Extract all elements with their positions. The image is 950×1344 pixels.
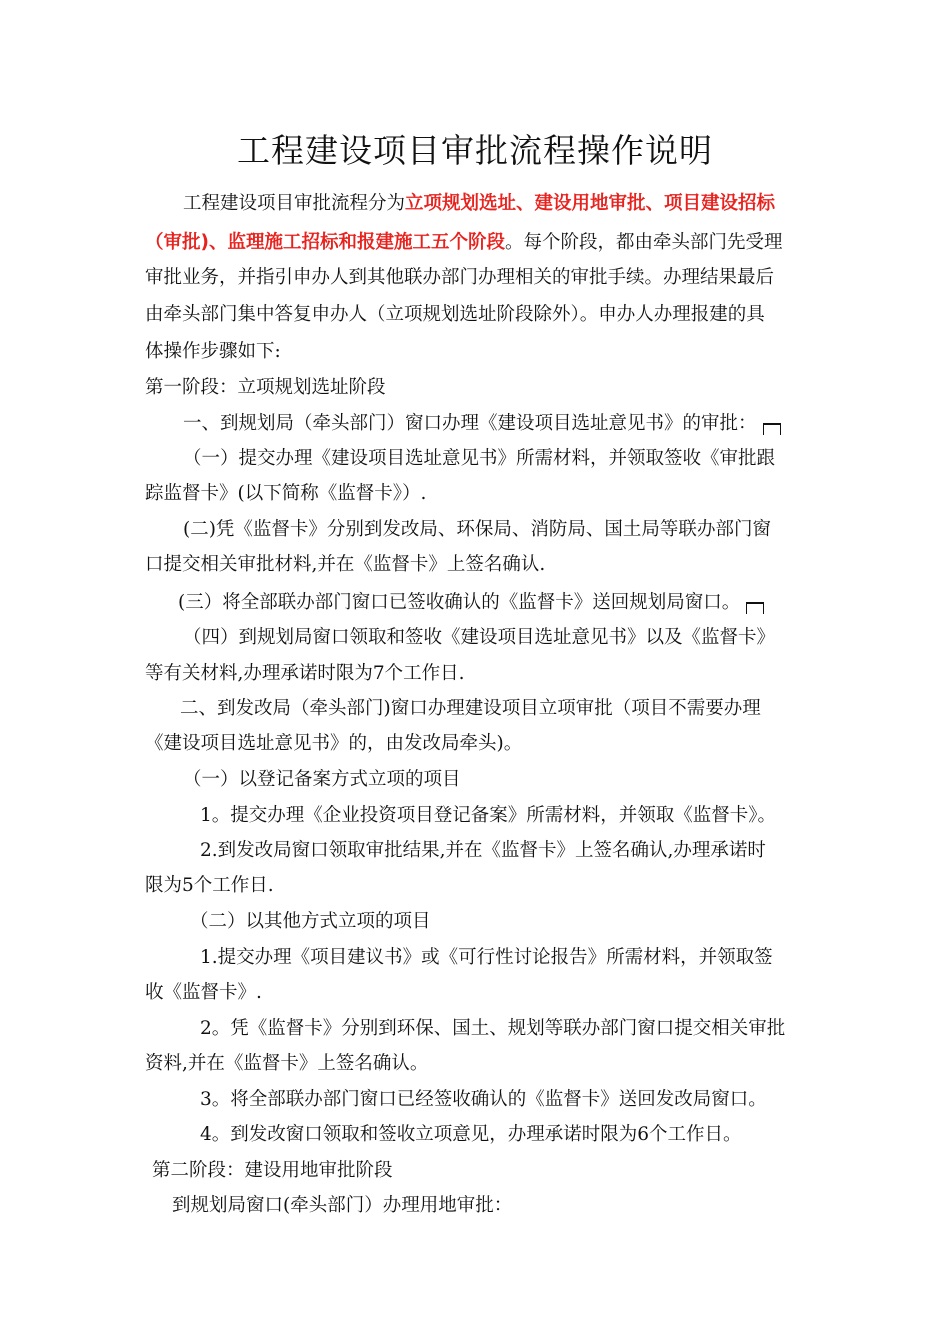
subsection-b-item2: 2。凭《监督卡》分别到环保、国土、规划等联办部门窗口提交相关审批 [200,1018,786,1039]
intro-line [183,186,853,222]
stage1-sub1: （一）提交办理《建设项目选址意见书》所需材料，并领取签收《审批跟 [183,448,776,469]
stage1-item2-cont: 《建设项目选址意见书》的，由发改局牵头)。 [145,733,523,754]
subsection-a-item2-cont: 限为5个工作日. [145,875,274,896]
subsection-b-item3: 3。将全部联办部门窗口已经签收确认的《监督卡》送回发改局窗口。 [200,1089,767,1110]
subsection-b-item4: 4。到发改窗口领取和签收立项意见，办理承诺时限为6个工作日。 [200,1124,742,1145]
stage1-item2: 二、到发改局（牵头部门)窗口办理建设项目立项审批（项目不需要办理 [180,698,761,719]
subsection-b-item1-cont: 收《监督卡》. [145,982,262,1003]
intro-line: 审批业务，并指引申办人到其他联办部门办理相关的审批手续。办理结果最后 [145,267,775,288]
intro-text: 工程建设项目审批流程分为 [183,193,406,214]
subsection-a-heading: （一）以登记备案方式立项的项目 [183,769,461,790]
stage1-sub2-cont: 口提交相关审批材料,并在《监督卡》上签名确认. [145,554,546,575]
stage1-sub2: (二)凭《监督卡》分别到发改局、环保局、消防局、国土局等联办部门窗 [183,519,771,540]
stage1-sub4: （四）到规划局窗口领取和签收《建设项目选址意见书》以及《监督卡》 [183,627,776,648]
intro-line: 体操作步骤如下: [145,341,281,362]
highlight-text: 立项规划选址、建设用地审批、项目建设招标 [405,193,776,214]
subsection-b-heading: （二）以其他方式立项的项目 [190,911,431,932]
subsection-b-item1: 1.提交办理《项目建议书》或《可行性讨论报告》所需材料，并领取签 [200,947,773,968]
subsection-a-item2: 2.到发改局窗口领取审批结果,并在《监督卡》上签名确认,办理承诺时 [200,840,766,861]
bracket-mark-icon [763,423,781,435]
stage2-item1: 到规划局窗口(牵头部门）办理用地审批： [172,1195,513,1216]
stage1-item1 [183,406,853,442]
highlight-text: （审批)、监理施工招标和报建施工五个阶段 [145,232,505,253]
item-text: 一、到规划局（牵头部门）窗口办理《建设项目选址意见书》的审批： [183,413,757,434]
item-text: (三）将全部联办部门窗口已签收确认的《监督卡》送回规划局窗口。 [178,592,741,613]
intro-text: 。每个阶段，都由牵头部门先受理 [504,232,783,253]
subsection-a-item1: 1。提交办理《企业投资项目登记备案》所需材料，并领取《监督卡》。 [200,805,777,826]
stage1-sub3 [178,585,848,621]
page-title: 工程建设项目审批流程操作说明 [237,131,713,170]
stage1-heading: 第一阶段：立项规划选址阶段 [145,377,386,398]
stage1-sub4-cont: 等有关材料,办理承诺时限为7个工作日. [145,663,465,684]
intro-line [145,225,815,261]
intro-line: 由牵头部门集中答复申办人（立项规划选址阶段除外）。申办人办理报建的具 [145,304,765,325]
stage1-sub1-cont: 踪监督卡》(以下简称《监督卡》）. [145,483,427,504]
subsection-b-item2-cont: 资料,并在《监督卡》上签名确认。 [145,1053,429,1074]
bracket-mark-icon [746,602,764,614]
stage2-heading: 第二阶段：建设用地审批阶段 [152,1160,393,1181]
